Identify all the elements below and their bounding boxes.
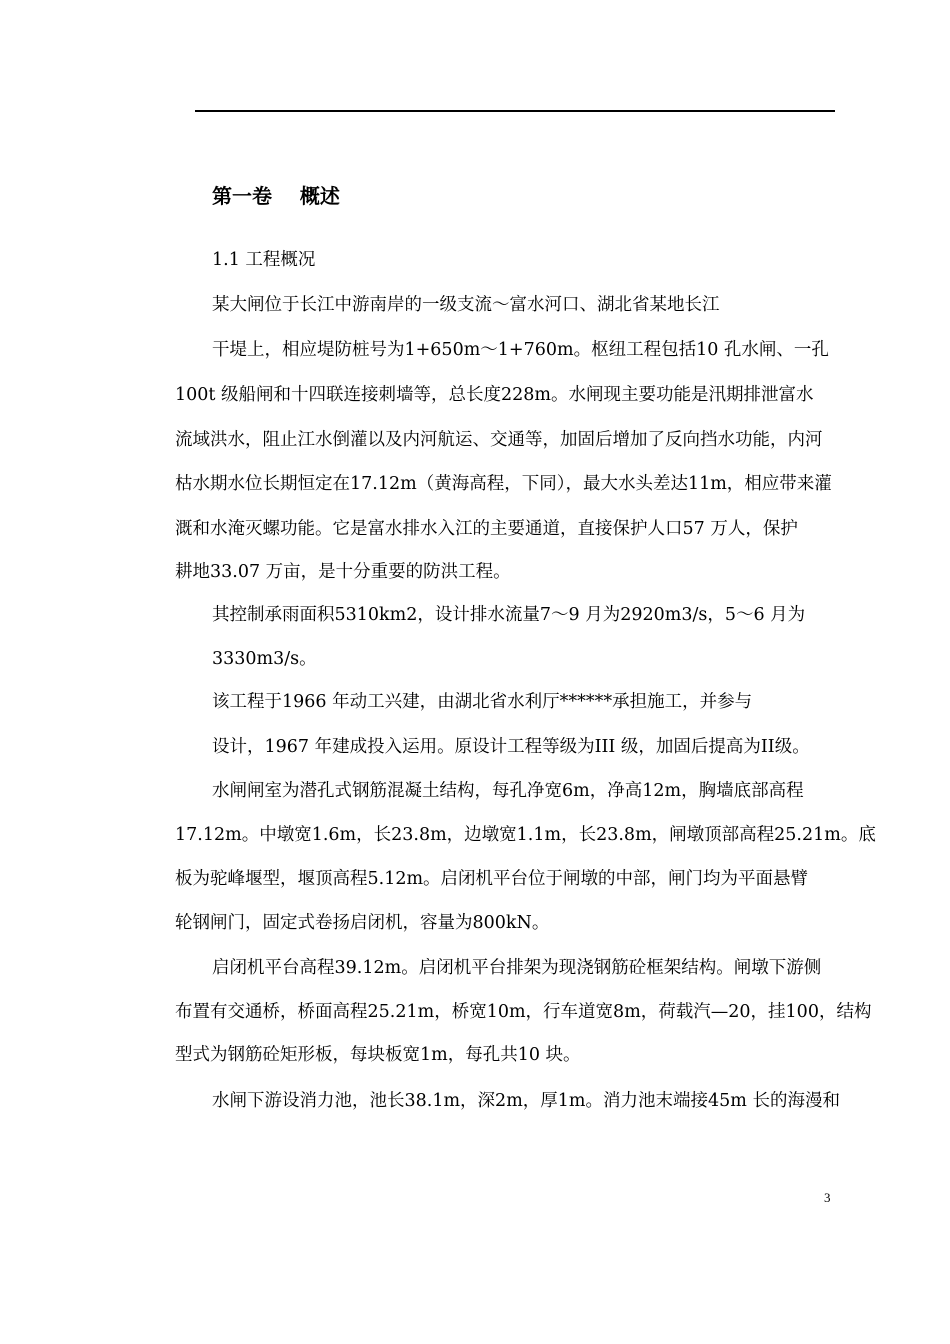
paragraph-line: 轮钢闸门，固定式卷扬启闭机，容量为800kN。 [175, 913, 550, 933]
paragraph-line: 枯水期水位长期恒定在17.12m（黄海高程，下同），最大水头差达11m，相应带来灌 [175, 474, 832, 494]
paragraph-line: 水闸下游设消力池，池长38.1m，深2m，厚1m。消力池末端接45m 长的海漫和 [212, 1091, 840, 1111]
paragraph-line: 其控制承雨面积5310km2，设计排水流量7～9 月为2920m3/s，5～6 月为 [212, 605, 806, 625]
paragraph-line: 100t 级船闸和十四联连接刺墙等，总长度228m。水闸现主要功能是汛期排泄富水 [175, 385, 814, 405]
paragraph-line: 溉和水淹灭螺功能。它是富水排水入江的主要通道，直接保护人口57 万人，保护 [175, 519, 798, 539]
paragraph-line: 17.12m。中墩宽1.6m，长23.8m，边墩宽1.1m，长23.8m，闸墩顶部高程25.21m。底 [175, 825, 876, 845]
paragraph-line: 设计，1967 年建成投入运用。原设计工程等级为III 级，加固后提高为II级。 [212, 737, 810, 757]
paragraph-line: 某大闸位于长江中游南岸的一级支流～富水河口、湖北省某地长江 [212, 295, 720, 315]
paragraph-line: 启闭机平台高程39.12m。启闭机平台排架为现浇钢筋砼框架结构。闸墩下游侧 [212, 958, 822, 978]
page-number: 3 [824, 1190, 831, 1205]
paragraph-line: 水闸闸室为潜孔式钢筋混凝土结构，每孔净宽6m，净高12m，胸墙底部高程 [212, 781, 804, 801]
section-heading: 1.1 工程概况 [212, 250, 316, 270]
paragraph-line: 干堤上，相应堤防桩号为1+650m～1+760m。枢纽工程包括10 孔水闸、一孔 [212, 340, 829, 360]
paragraph-line: 3330m3/s。 [212, 649, 317, 669]
paragraph-line: 耕地33.07 万亩，是十分重要的防洪工程。 [175, 562, 511, 582]
paragraph-line: 板为驼峰堰型，堰顶高程5.12m。启闭机平台位于闸墩的中部，闸门均为平面悬臂 [175, 869, 809, 889]
paragraph-line: 该工程于1966 年动工兴建，由湖北省水利厅******承担施工，并参与 [212, 692, 753, 712]
paragraph-line: 布置有交通桥，桥面高程25.21m，桥宽10m，行车道宽8m，荷载汽—20，挂100，结构 [175, 1002, 872, 1022]
paragraph-line: 型式为钢筋砼矩形板，每块板宽1m，每孔共10 块。 [175, 1045, 581, 1065]
paragraph-line: 流域洪水，阻止江水倒灌以及内河航运、交通等，加固后增加了反向挡水功能，内河 [175, 430, 823, 450]
chapter-title: 第一卷 概述 [212, 184, 340, 208]
header-rule [195, 110, 835, 112]
